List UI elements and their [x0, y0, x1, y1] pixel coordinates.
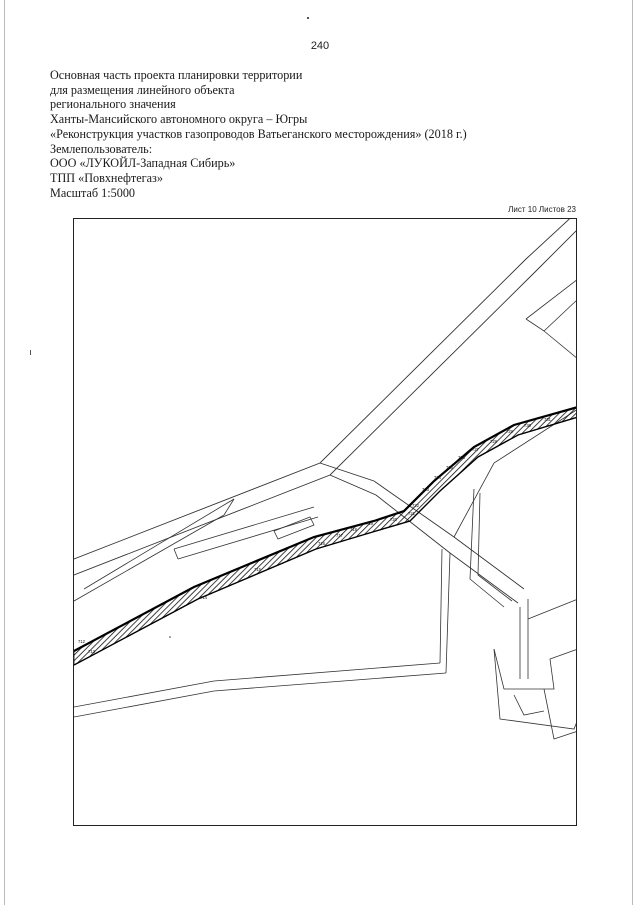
point-label: 724 — [434, 475, 441, 480]
point-label: 728 — [490, 439, 497, 444]
page-number: 240 — [310, 40, 330, 52]
land-parcels-upper — [526, 279, 577, 359]
main-road — [74, 219, 577, 575]
planning-map — [73, 218, 577, 826]
map-speck — [169, 636, 171, 638]
point-label: 717 — [336, 533, 343, 538]
point-label: 718 — [350, 527, 357, 532]
land-parcels-lower — [74, 409, 577, 717]
header-landuser-label: Землепользователь: — [50, 141, 153, 156]
point-label: 723 — [422, 487, 429, 492]
map-drawing — [74, 219, 577, 826]
header-project-line: «Реконструкция участков газопроводов Ватьеганского месторождения» (2018 г.) — [50, 126, 467, 141]
point-label: 712 — [78, 639, 85, 644]
scan-speck — [307, 17, 309, 19]
point-label: 714 — [200, 595, 207, 600]
header-company-line: ООО «ЛУКОЙЛ-Западная Сибирь» — [50, 156, 236, 171]
point-label: 731 — [544, 417, 551, 422]
point-label: 725 — [446, 465, 453, 470]
document-header — [50, 68, 570, 200]
point-label: 715 — [254, 567, 261, 572]
header-region-line: Ханты-Мансийского автономного округа – Югры — [50, 112, 308, 127]
point-label: 730 — [524, 423, 531, 428]
industrial-site — [494, 599, 577, 739]
point-label: 726 — [458, 455, 465, 460]
header-division-line: ТПП «Повхнефтегаз» — [50, 170, 163, 185]
header-title-line: Основная часть проекта планировки территории — [50, 68, 303, 82]
point-label: 721 — [408, 511, 415, 516]
header-significance-line: регионального значения — [50, 97, 176, 112]
scan-speck — [30, 350, 31, 355]
pipeline-corridor — [74, 407, 577, 665]
point-label: 716 — [318, 541, 325, 546]
point-label: 713 — [88, 649, 95, 654]
point-label: 727 — [472, 447, 479, 452]
point-label: 729 — [506, 429, 513, 434]
point-label: 722 — [412, 503, 419, 508]
point-label: 720 — [390, 517, 397, 522]
page-edge-right — [632, 0, 633, 905]
page-edge-left — [4, 0, 5, 905]
sheet-counter: Лист 10 Листов 23 — [508, 205, 576, 214]
header-object-line: для размещения линейного объекта — [50, 82, 235, 97]
point-label: 719 — [366, 521, 373, 526]
header-scale-line: Масштаб 1:5000 — [50, 185, 136, 200]
